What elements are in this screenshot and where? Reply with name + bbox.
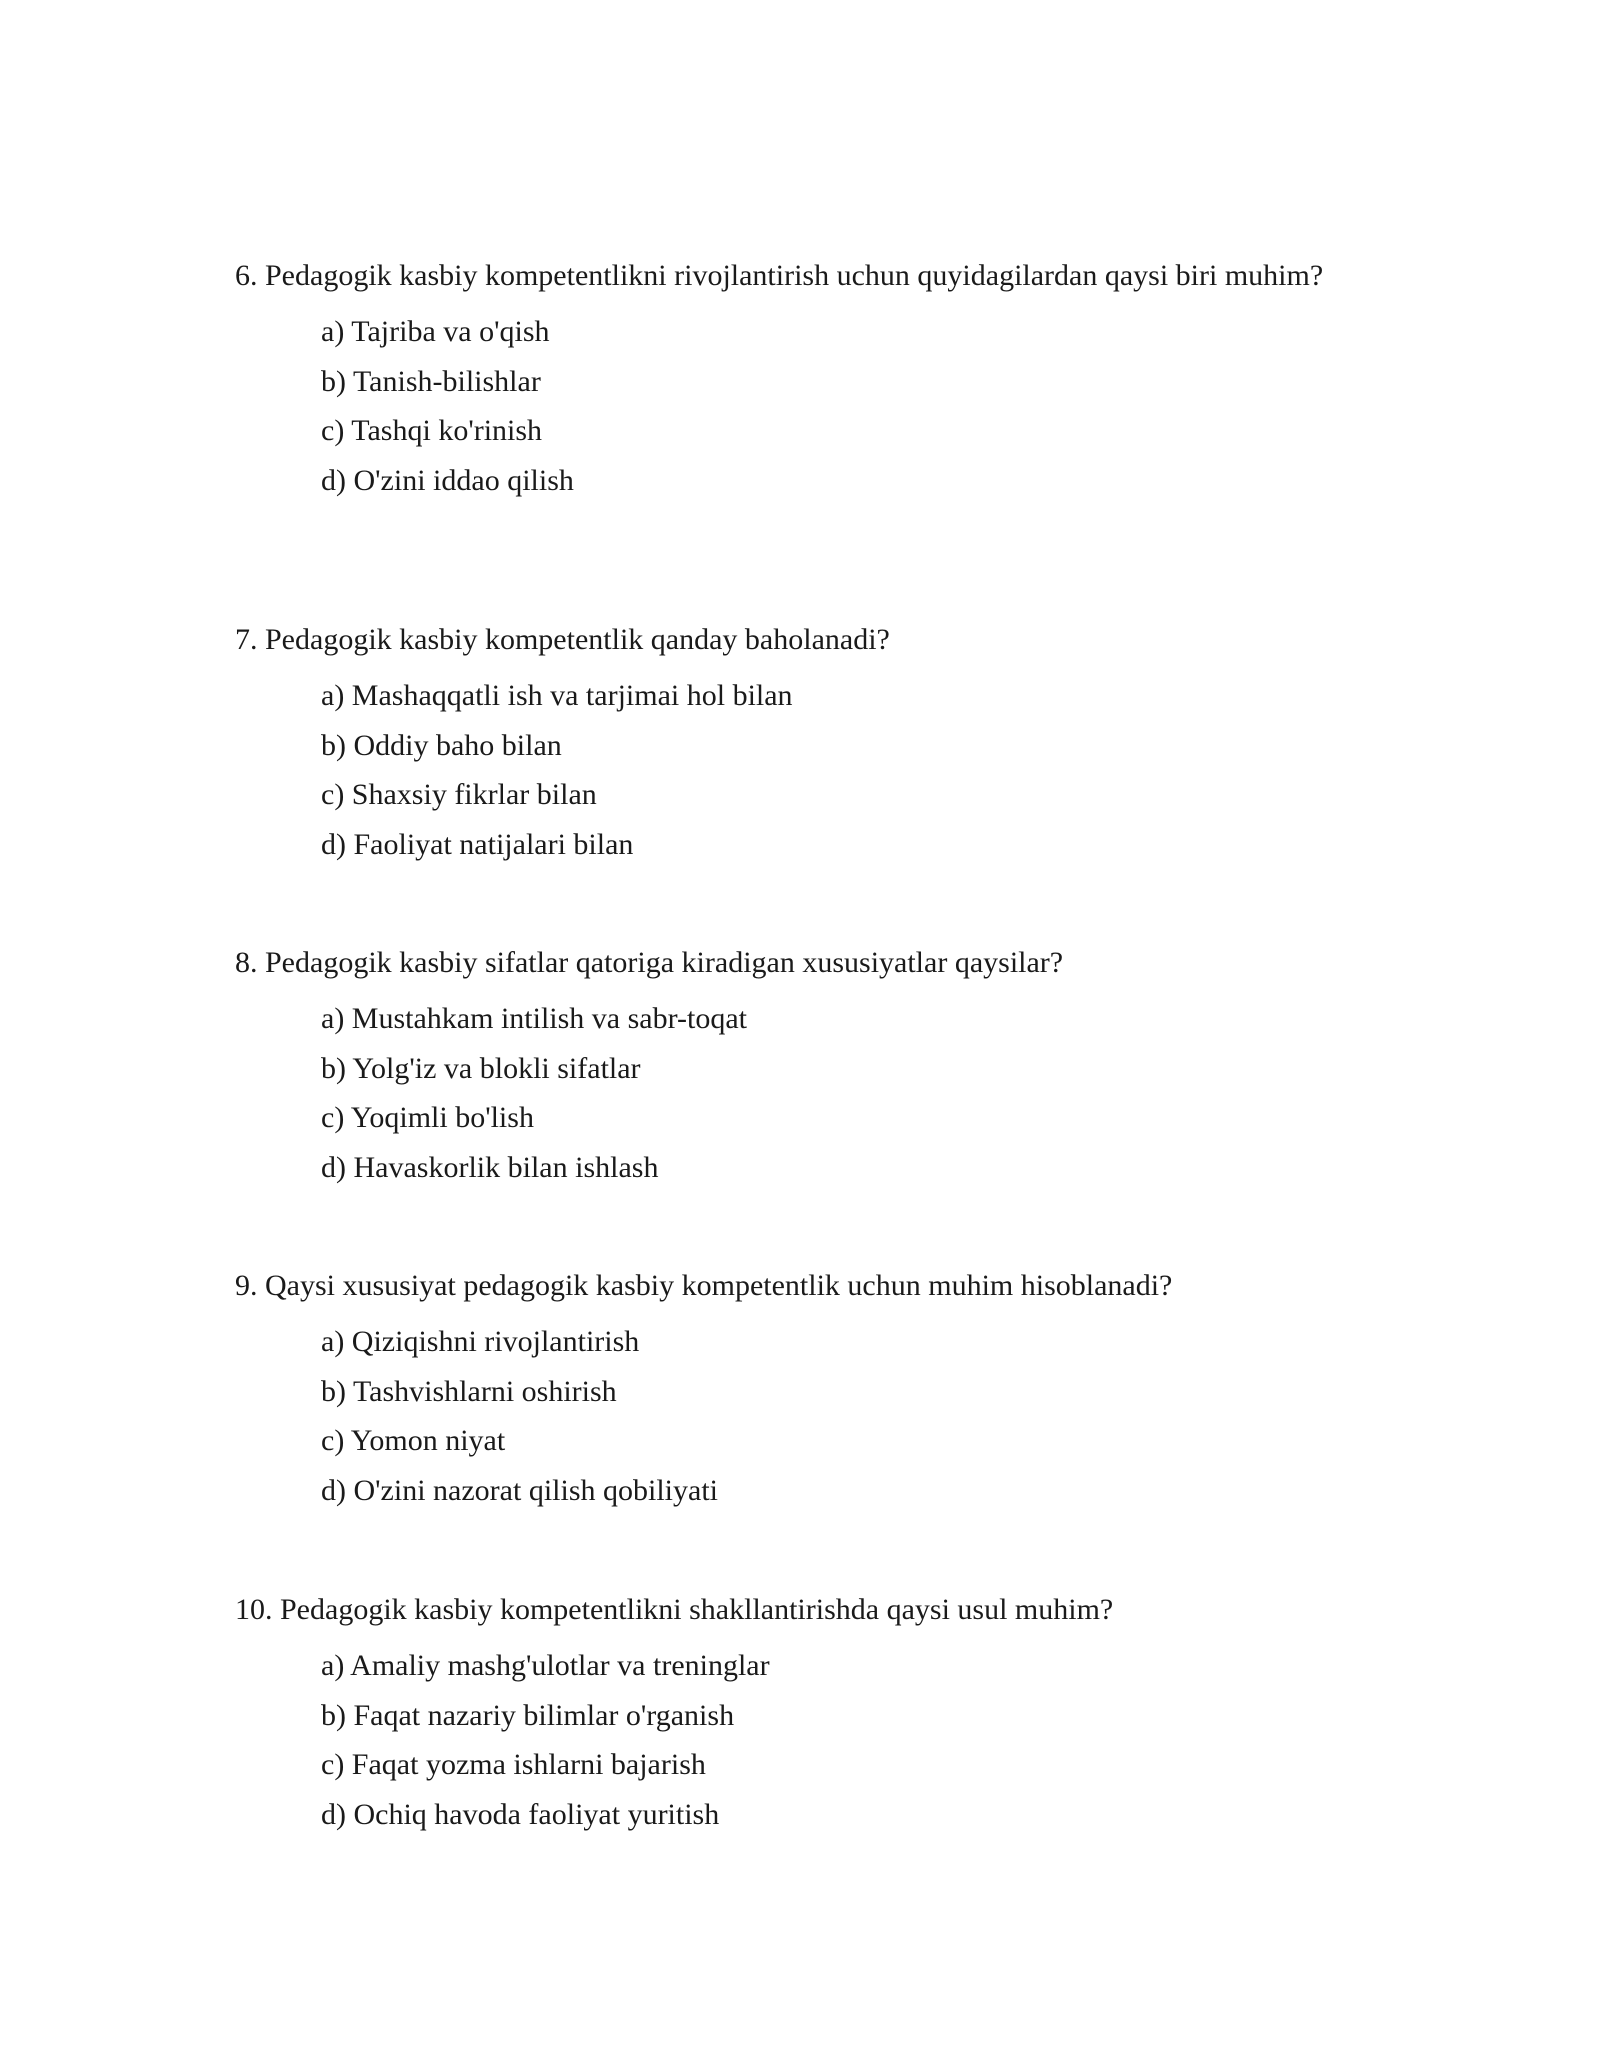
answer-options bbox=[321, 994, 1385, 1192]
option-b: b) Yolg'iz va blokli sifatlar bbox=[321, 1051, 641, 1085]
question-8 bbox=[235, 942, 1385, 1192]
option-c: c) Shaxsiy fikrlar bilan bbox=[321, 778, 597, 812]
option-a: a) Amaliy mashg'ulotlar va treninglar bbox=[321, 1649, 770, 1682]
answer-options bbox=[321, 1317, 1385, 1515]
option-d: d) O'zini iddao qilish bbox=[321, 463, 574, 497]
question-text: 10. Pedagogik kasbiy kompetentlikni shakllantirishda qaysi usul muhim? bbox=[235, 1593, 1114, 1626]
option-d: d) Ochiq havoda faoliyat yuritish bbox=[321, 1797, 720, 1831]
option-a: a) Tajriba va o'qish bbox=[321, 315, 550, 348]
question-6 bbox=[235, 255, 1385, 505]
option-b: b) Tashvishlarni oshirish bbox=[321, 1374, 617, 1408]
question-text: 7. Pedagogik kasbiy kompetentlik qanday baholanadi? bbox=[235, 623, 890, 656]
option-d: d) Faoliyat natijalari bilan bbox=[321, 827, 634, 861]
option-a: a) Mashaqqatli ish va tarjimai hol bilan bbox=[321, 679, 793, 712]
question-text: 9. Qaysi xususiyat pedagogik kasbiy kompetentlik uchun muhim hisoblanadi? bbox=[235, 1269, 1173, 1302]
option-c: c) Yomon niyat bbox=[321, 1424, 506, 1458]
option-a: a) Qiziqishni rivojlantirish bbox=[321, 1325, 640, 1358]
option-a: a) Mustahkam intilish va sabr-toqat bbox=[321, 1002, 747, 1035]
option-b: b) Tanish-bilishlar bbox=[321, 364, 541, 398]
question-7 bbox=[235, 619, 1385, 869]
option-d: d) O'zini nazorat qilish qobiliyati bbox=[321, 1473, 718, 1507]
answer-options bbox=[321, 307, 1385, 505]
question-text: 8. Pedagogik kasbiy sifatlar qatoriga kiradigan xususiyatlar qaysilar? bbox=[235, 946, 1064, 979]
option-b: b) Oddiy baho bilan bbox=[321, 728, 562, 762]
question-10 bbox=[235, 1589, 1385, 1839]
option-b: b) Faqat nazariy bilimlar o'rganish bbox=[321, 1698, 735, 1732]
option-c: c) Tashqi ko'rinish bbox=[321, 414, 543, 448]
answer-options bbox=[321, 671, 1385, 869]
option-c: c) Yoqimli bo'lish bbox=[321, 1101, 534, 1135]
option-c: c) Faqat yozma ishlarni bajarish bbox=[321, 1748, 706, 1782]
option-d: d) Havaskorlik bilan ishlash bbox=[321, 1150, 659, 1184]
question-text: 6. Pedagogik kasbiy kompetentlikni rivojlantirish uchun quyidagilardan qaysi biri muhim? bbox=[235, 259, 1324, 292]
question-9 bbox=[235, 1265, 1385, 1515]
answer-options bbox=[321, 1641, 1385, 1839]
